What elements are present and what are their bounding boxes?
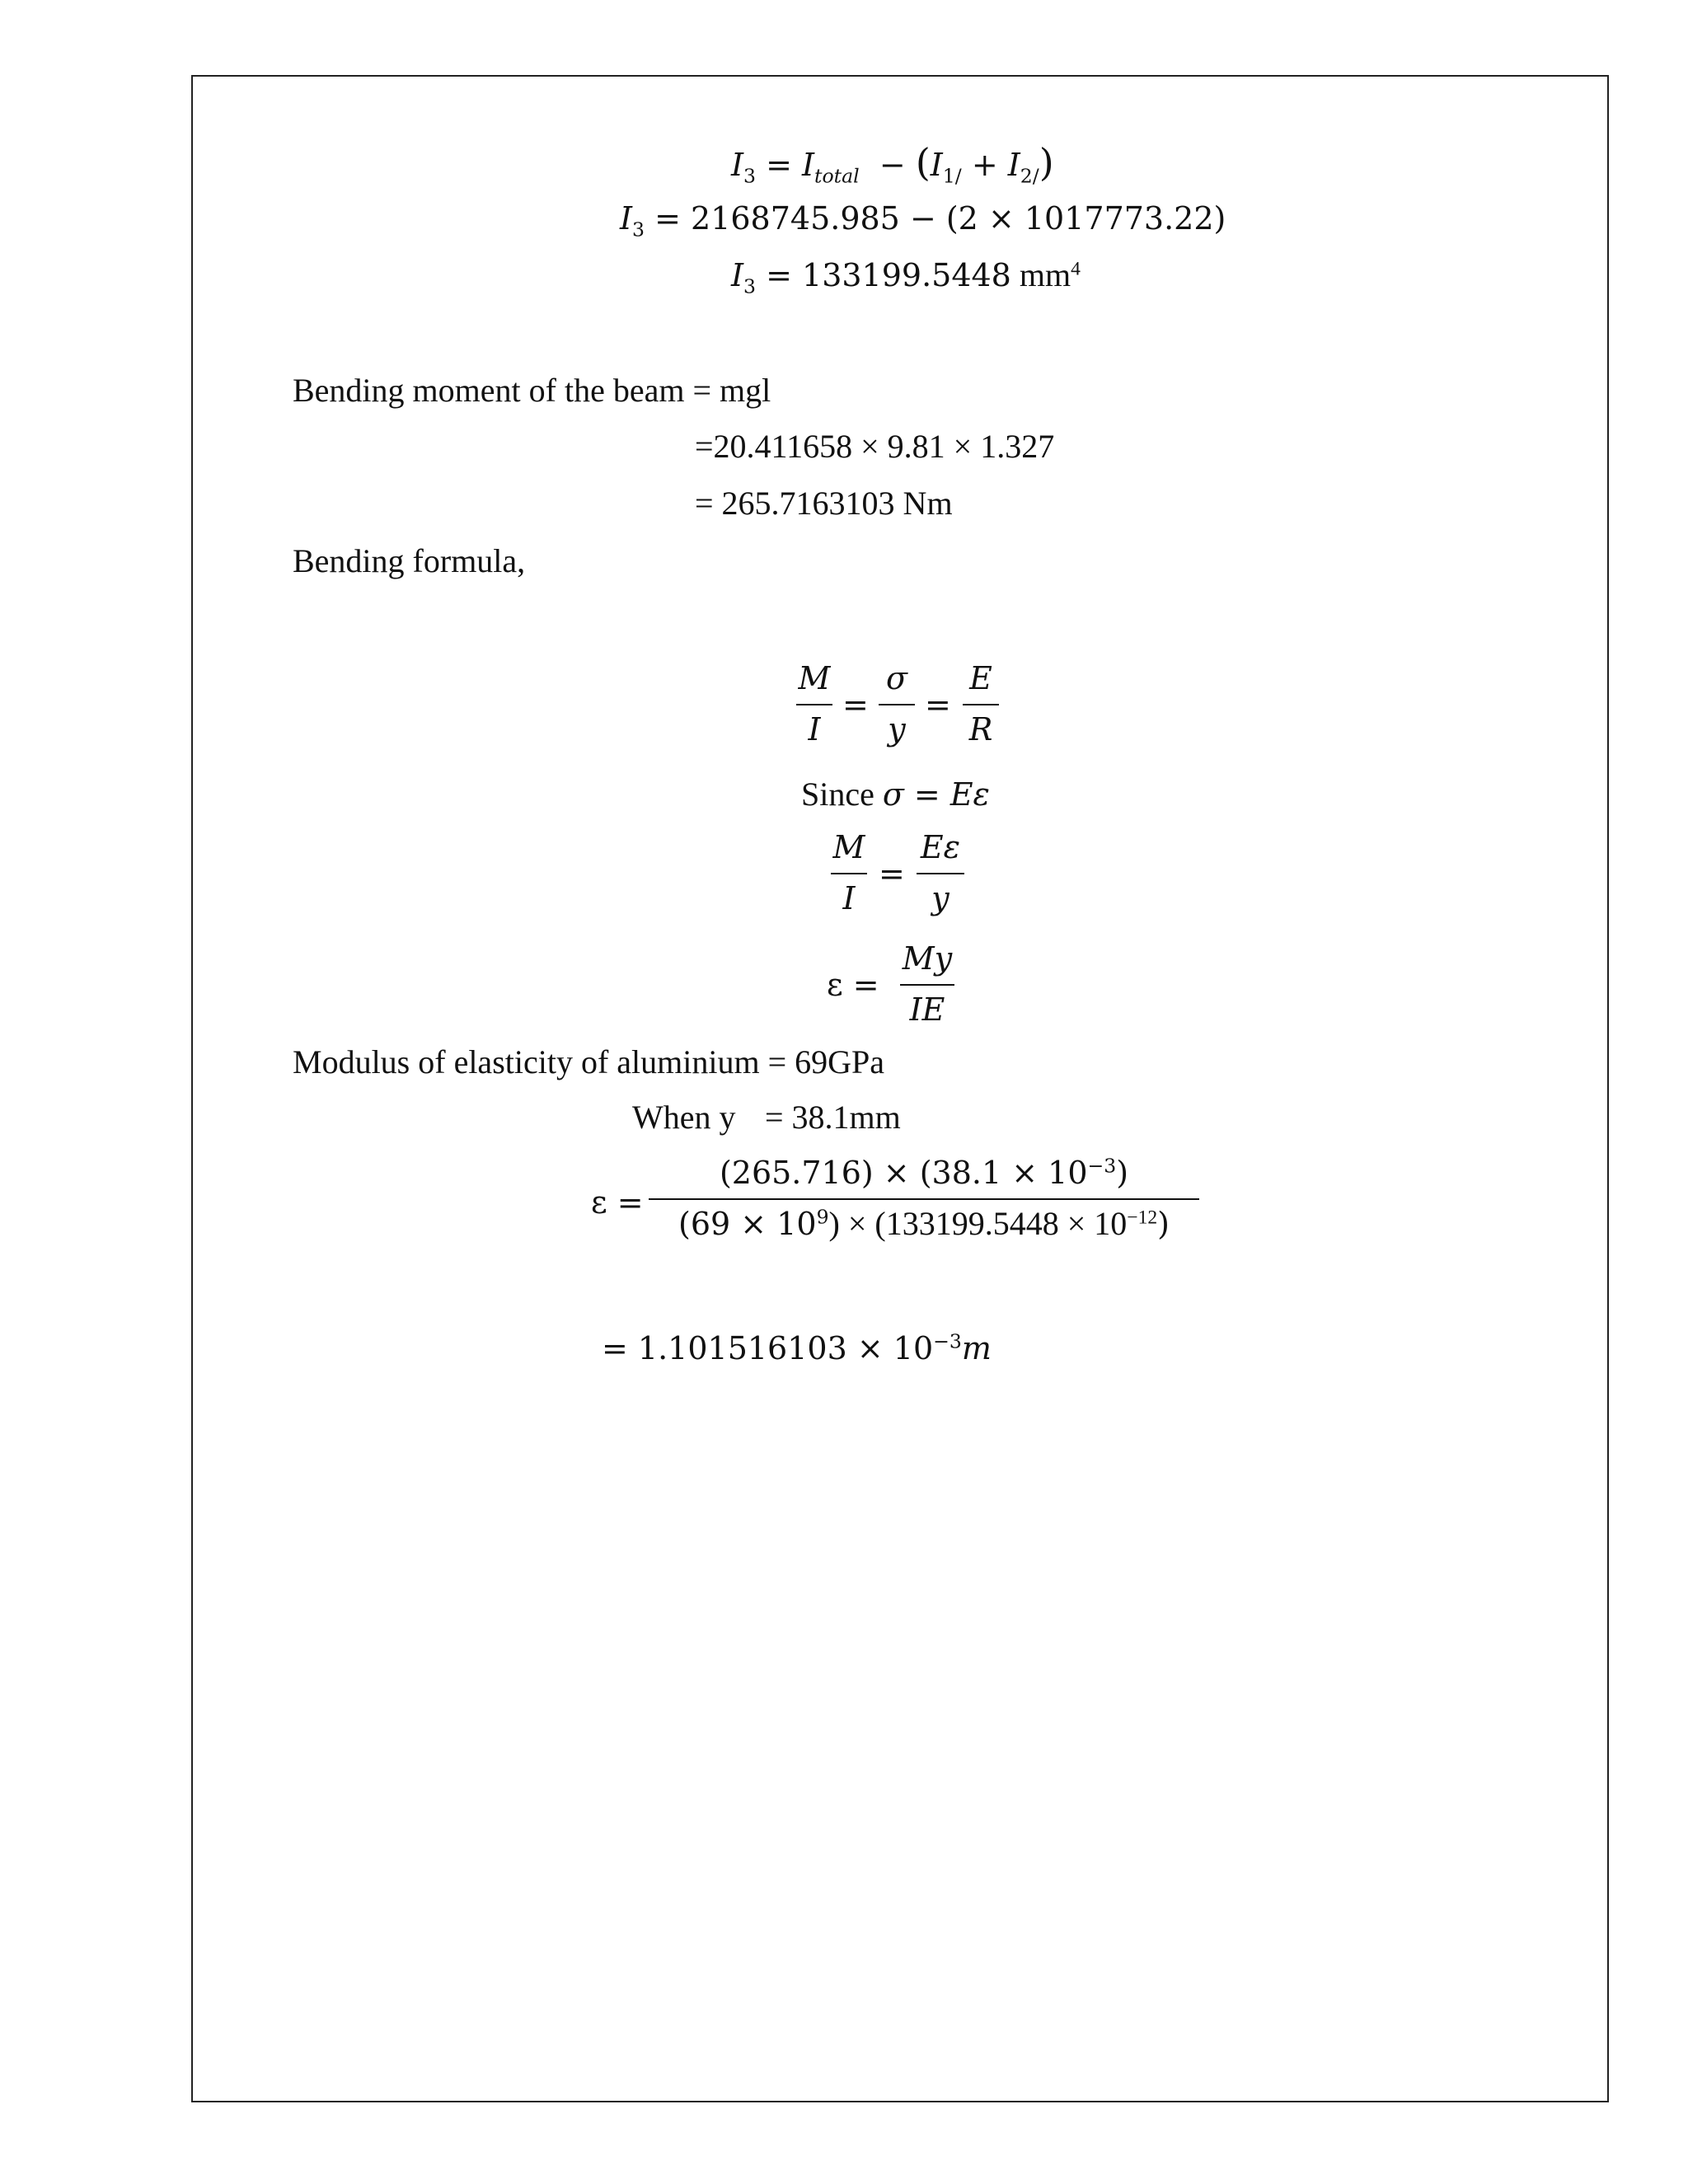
result-value: = 1.101516103 × 10 bbox=[602, 1330, 934, 1366]
denominator-y: y bbox=[888, 711, 906, 748]
numerator-my: My bbox=[902, 940, 953, 977]
bending-formula-label: Bending formula, bbox=[293, 542, 526, 579]
strain-numerator bbox=[649, 1154, 1199, 1192]
numerator-close: ) bbox=[1116, 1155, 1129, 1191]
fraction-bar bbox=[796, 704, 832, 705]
eq-i3-substitution bbox=[620, 199, 1226, 241]
fraction-bar bbox=[831, 873, 867, 874]
equals-sign: = bbox=[842, 687, 869, 723]
denominator-part-a: (69 × 10 bbox=[678, 1206, 817, 1242]
epsilon-equals: ε = bbox=[827, 967, 879, 1003]
denominator-i: I bbox=[808, 711, 821, 748]
plus-sign: + bbox=[971, 147, 998, 183]
eq-i3-definition bbox=[731, 140, 1054, 188]
eq-i3-result bbox=[731, 255, 1081, 298]
sub-1: 1/ bbox=[942, 164, 962, 188]
frac-eeps-over-y bbox=[917, 828, 964, 917]
var-i3: I bbox=[731, 147, 744, 183]
var-i3: I bbox=[620, 200, 633, 237]
denominator-ie: IE bbox=[909, 991, 945, 1028]
denominator-close: ) bbox=[1157, 1206, 1170, 1242]
minus-sign: − bbox=[879, 147, 906, 183]
var-i3: I bbox=[731, 257, 744, 293]
sub-2: 2/ bbox=[1020, 164, 1039, 188]
since-line bbox=[801, 775, 990, 814]
since-text: Since bbox=[801, 776, 883, 813]
result-unit: m bbox=[961, 1330, 992, 1366]
since-math: σ = Eε bbox=[882, 776, 990, 813]
fraction-bar bbox=[917, 873, 964, 874]
frac-m-over-i bbox=[796, 659, 832, 748]
equals-sign: = bbox=[879, 855, 905, 892]
sub-3: 3 bbox=[743, 164, 756, 188]
numerator-e: E bbox=[969, 660, 992, 696]
fraction-bar bbox=[900, 984, 954, 986]
fraction-bar bbox=[963, 704, 999, 705]
epsilon-equals: ε = bbox=[591, 1184, 644, 1221]
var-i2: I bbox=[1007, 147, 1020, 183]
when-y-value: = 38.1mm bbox=[765, 1099, 901, 1136]
sub-3: 3 bbox=[743, 274, 756, 298]
denominator-r: R bbox=[968, 711, 993, 748]
bending-moment-step2: = 265.7163103 Nm bbox=[695, 485, 953, 522]
frac-my-over-ie bbox=[900, 940, 954, 1029]
strain-result bbox=[602, 1329, 992, 1368]
numerator-m: M bbox=[798, 660, 831, 696]
paren-left: ( bbox=[915, 140, 931, 185]
fraction-bar bbox=[879, 704, 915, 705]
modulus-label: Modulus of elasticity of aluminium = 69GPa bbox=[293, 1043, 885, 1080]
substitution-rhs: = 2168745.985 − (2 × 1017773.22) bbox=[654, 200, 1226, 237]
numerator-exponent: −3 bbox=[1087, 1154, 1117, 1178]
strain-fraction bbox=[649, 1154, 1199, 1243]
unit-mm: mm bbox=[1010, 256, 1071, 293]
paren-right: ) bbox=[1039, 140, 1054, 185]
denominator-exponent-a: 9 bbox=[816, 1205, 829, 1229]
i3-value: = 133199.5448 bbox=[766, 257, 1011, 293]
unit-exponent: 4 bbox=[1071, 258, 1081, 280]
bending-moment-label: Bending moment of the beam = mgl bbox=[293, 372, 771, 409]
bending-moment-step1: =20.411658 × 9.81 × 1.327 bbox=[695, 428, 1055, 465]
when-y-label: When y bbox=[632, 1099, 736, 1136]
frac-e-over-r bbox=[963, 659, 999, 748]
numerator-eeps: Eε bbox=[920, 829, 961, 865]
denominator-i: I bbox=[842, 880, 856, 916]
numerator-text: (265.716) × (38.1 × 10 bbox=[719, 1155, 1088, 1191]
denominator-part-b: ) × (133199.5448 × 10 bbox=[828, 1205, 1128, 1242]
numerator-m: M bbox=[832, 829, 865, 865]
result-exponent: −3 bbox=[933, 1329, 962, 1353]
denominator-y: y bbox=[931, 880, 950, 916]
numerator-sigma: σ bbox=[886, 660, 907, 696]
fraction-bar bbox=[649, 1198, 1199, 1200]
frac-sigma-over-y bbox=[879, 659, 915, 748]
strain-denominator bbox=[649, 1205, 1199, 1243]
sub-3: 3 bbox=[632, 218, 645, 241]
denominator-exponent-b: −12 bbox=[1127, 1207, 1158, 1229]
equals-sign: = bbox=[766, 147, 792, 183]
frac-m-over-i bbox=[831, 828, 867, 917]
sub-total: total bbox=[814, 164, 860, 188]
var-i1: I bbox=[930, 147, 943, 183]
equals-sign: = bbox=[925, 687, 951, 723]
var-itotal: I bbox=[802, 147, 815, 183]
